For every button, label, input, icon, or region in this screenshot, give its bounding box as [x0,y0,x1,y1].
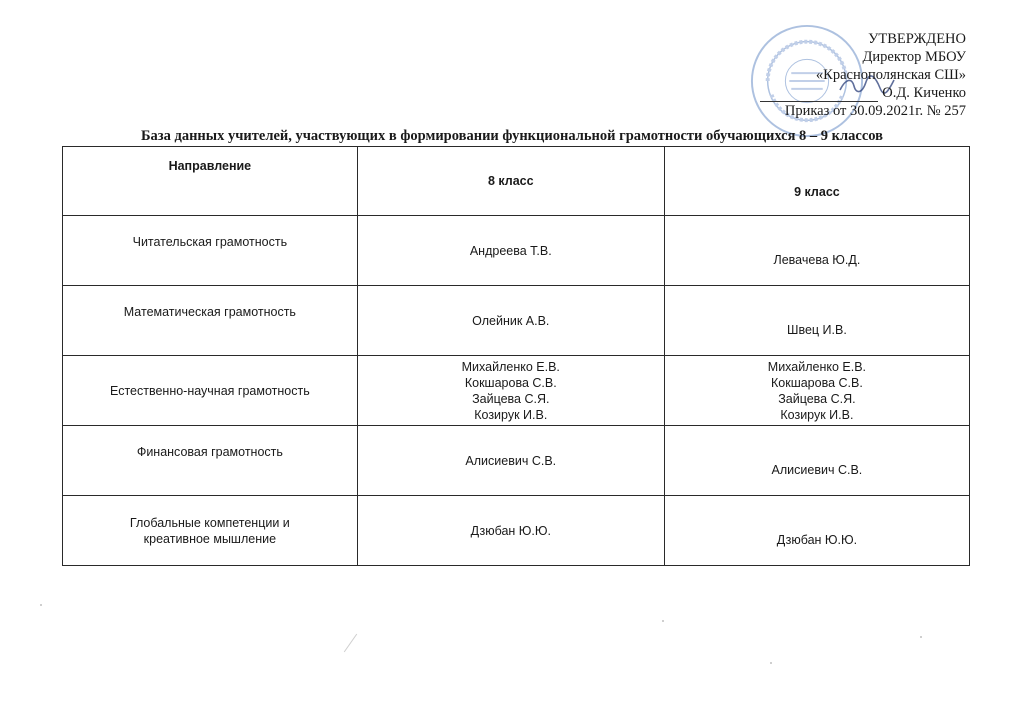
approval-signature-line [760,84,966,102]
table-header-row [63,147,970,216]
scan-speck [770,662,772,664]
approval-block [760,30,966,120]
table-row [63,496,970,566]
scan-speck [344,634,357,653]
scan-speck [920,636,922,638]
document-title: База данных учителей, участвующих в формировании функциональной грамотности обучающихся 8 – 9 классов [140,128,884,144]
scan-speck [40,604,42,606]
header-direction: Направление [63,147,358,216]
approval-school: «Краснополянская СШ» [815,67,966,83]
teachers-table [62,146,970,566]
row-direction: Математическая грамотность [63,286,358,356]
approval-position: Директор МБОУ [862,49,966,65]
signature-blank [760,87,878,102]
row-grade-8: Дзюбан Ю.Ю. [357,496,664,566]
header-grade-8: 8 класс [357,147,664,216]
row-direction: Читательская грамотность [63,216,358,286]
row-direction: Естественно-научная грамотность [63,356,358,426]
approval-order: Приказ от 30.09.2021г. № 257 [784,103,966,119]
row-grade-8: Олейник А.В. [357,286,664,356]
row-direction: Финансовая грамотность [63,426,358,496]
table-row [63,426,970,496]
table-row [63,216,970,286]
row-grade-9: Дзюбан Ю.Ю. [664,496,969,566]
row-grade-8: Андреева Т.В. [357,216,664,286]
row-grade-8: Алисиевич С.В. [357,426,664,496]
row-grade-9: Левачева Ю.Д. [664,216,969,286]
row-direction: Глобальные компетенции и креативное мышление [63,496,358,566]
row-grade-8: Михайленко Е.В. Кокшарова С.В. Зайцева С.Я. Козирук И.В. [357,356,664,426]
table-row [63,286,970,356]
row-grade-9: Алисиевич С.В. [664,426,969,496]
scan-speck [662,620,664,622]
header-grade-9: 9 класс [664,147,969,216]
approval-director-name: О.Д. Киченко [882,85,966,101]
row-grade-9: Швец И.В. [664,286,969,356]
row-grade-9: Михайленко Е.В. Кокшарова С.В. Зайцева С.Я. Козирук И.В. [664,356,969,426]
table-row [63,356,970,426]
approval-heading: УТВЕРЖДЕНО [868,31,966,47]
